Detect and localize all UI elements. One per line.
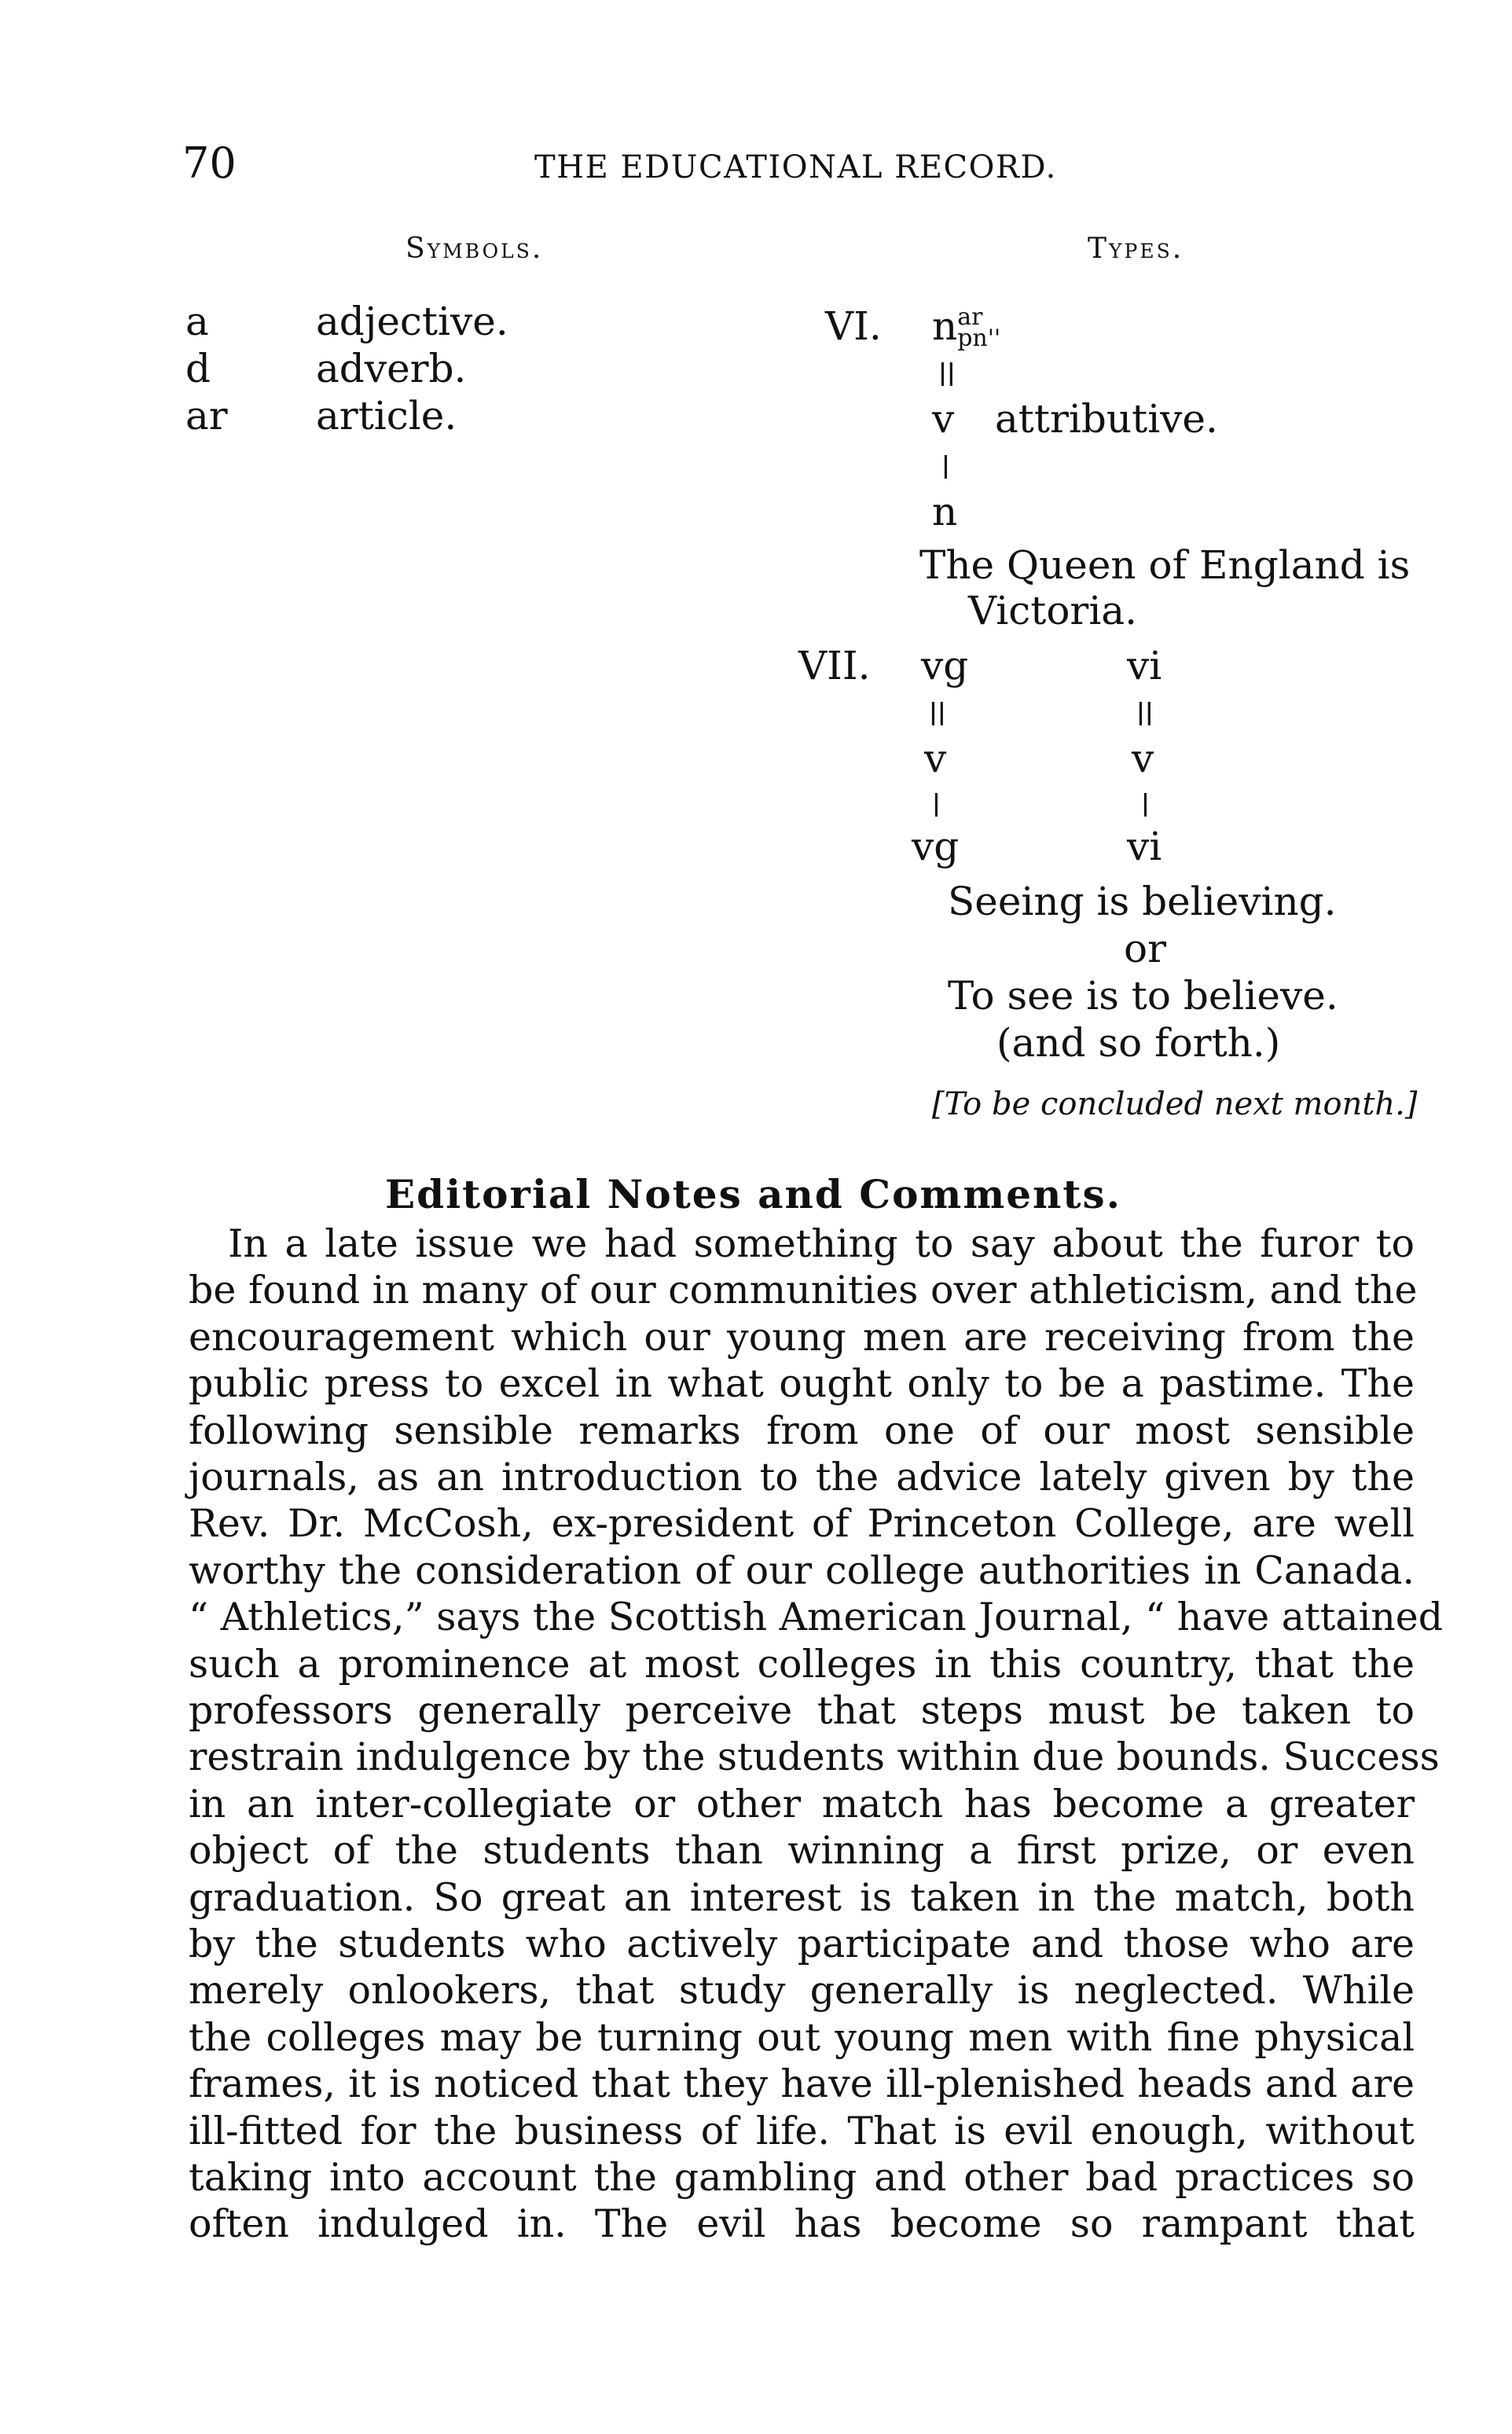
running-head: THE EDUCATIONAL RECORD. — [534, 149, 1057, 185]
paragraph-line: by the students who actively participate and those who are — [189, 1922, 1415, 1966]
paragraph-line: worthy the consideration of our college authorities in Canada. — [189, 1547, 1415, 1593]
type-vii-left-single-bar: | — [932, 790, 941, 817]
type-vi-top-letter: n — [932, 303, 958, 349]
type-vi-example-line1: The Queen of England is — [919, 542, 1411, 588]
paragraph-line: such a prominence at most colleges in this country, that the — [189, 1641, 1415, 1687]
type-vi-verb: v — [932, 396, 955, 442]
paragraph-line: restrain indulgence by the students within due bounds. Success — [189, 1735, 1440, 1780]
paragraph-line: merely onlookers, that study generally is neglected. While — [189, 1968, 1415, 2014]
type-vii-right-bottom: vi — [1127, 824, 1162, 869]
paragraph-line: professors generally perceive that steps must be taken to — [189, 1688, 1415, 1733]
paragraph-line: the colleges may be turning out young men with fine physical — [189, 2014, 1415, 2060]
type-vii-left-double-bar: || — [929, 699, 946, 726]
symbol-a: a — [185, 299, 209, 344]
type-vii-right-top: vi — [1127, 643, 1162, 688]
type-vi-bottom-noun: n — [932, 489, 958, 534]
paragraph-line: object of the students than winning a first prize, or even — [189, 1828, 1415, 1874]
page-number: 70 — [182, 138, 237, 188]
type-vii-right-double-bar: || — [1136, 699, 1154, 726]
type-vii-right-verb: v — [1132, 736, 1154, 781]
symbol-d-meaning: adverb. — [316, 346, 467, 391]
paragraph-line: encouragement which our young men are receiving from the — [189, 1314, 1415, 1360]
symbol-ar: ar — [185, 393, 228, 439]
type-vii-etc: (and so forth.) — [996, 1020, 1281, 1066]
paragraph-line: in an inter-collegiate or other match has become a greater — [189, 1781, 1415, 1826]
paragraph-line: be found in many of our communities over athleticism, and the — [189, 1268, 1418, 1313]
type-vi-top-noun — [932, 303, 1001, 352]
paragraph-line: graduation. So great an interest is taken in the match, both — [189, 1874, 1415, 1920]
type-vi-example-line2: Victoria. — [968, 588, 1138, 633]
type-vi-top-sup: ar — [957, 303, 983, 331]
type-vii-example1: Seeing is believing. — [948, 879, 1337, 924]
paragraph-line: Rev. Dr. McCosh, ex-president of Princeton College, are well — [189, 1501, 1415, 1547]
type-vi-top-sub: pn'' — [957, 325, 1001, 352]
paragraph-line: journals, as an introduction to the advice lately given by the — [189, 1455, 1415, 1500]
paragraph-line: ill-fitted for the business of life. That is evil enough, without — [189, 2108, 1415, 2153]
type-vi-single-bar: | — [941, 452, 950, 479]
type-vi-double-bar: || — [938, 359, 956, 387]
types-heading: Types. — [1088, 233, 1184, 265]
type-vii-left-top: vg — [921, 643, 969, 688]
type-vii-or: or — [1124, 926, 1167, 971]
type-vi-numeral: VI. — [825, 303, 882, 349]
symbols-heading: Symbols. — [406, 233, 544, 265]
paragraph-line: “ Athletics,” says the Scottish American Journal, “ have attained — [189, 1595, 1444, 1640]
symbol-d: d — [185, 346, 211, 391]
paragraph-line: taking into account the gambling and other bad practices so — [189, 2155, 1415, 2200]
paragraph-line: often indulged in. The evil has become so rampant that — [189, 2201, 1415, 2247]
type-vii-left-verb: v — [924, 736, 947, 781]
type-vi-attributive-label: attributive. — [995, 396, 1218, 442]
symbol-a-meaning: adjective. — [316, 299, 508, 344]
paragraph-line: In a late issue we had something to say about the furor to — [228, 1221, 1415, 1266]
paragraph-line: frames, it is noticed that they have ill-plenished heads and are — [189, 2061, 1415, 2107]
type-vii-left-bottom: vg — [912, 824, 960, 869]
paragraph-line: public press to excel in what ought only to be a pastime. The — [189, 1361, 1415, 1407]
paragraph-line: following sensible remarks from one of our most sensible — [189, 1408, 1415, 1453]
type-vii-numeral: VII. — [798, 643, 871, 688]
type-vii-right-single-bar: | — [1141, 790, 1150, 817]
continued-note: [To be concluded next month.] — [932, 1086, 1418, 1122]
editorial-heading: Editorial Notes and Comments. — [385, 1171, 1122, 1217]
type-vii-example2: To see is to believe. — [948, 973, 1338, 1019]
symbol-ar-meaning: article. — [316, 393, 457, 439]
